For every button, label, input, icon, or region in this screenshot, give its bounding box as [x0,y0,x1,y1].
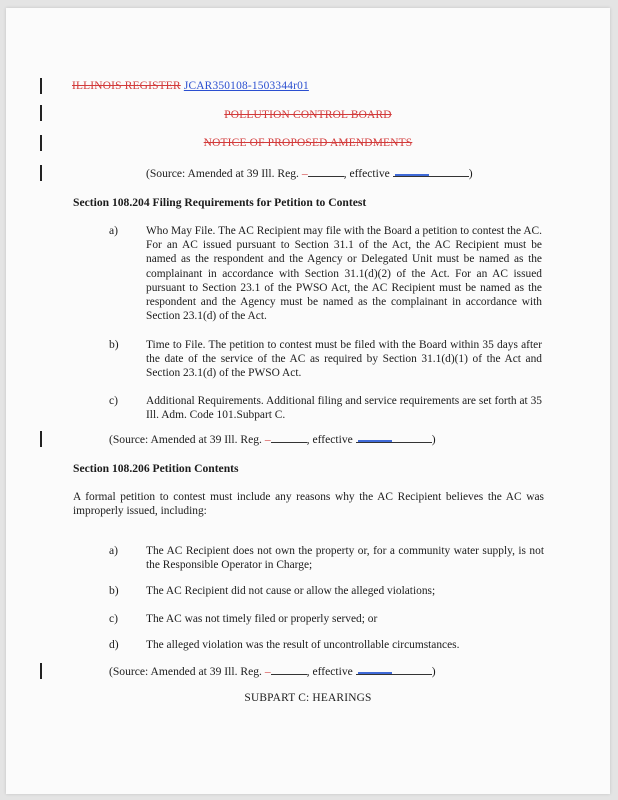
item-label: b) [109,338,119,351]
source-note: (Source: Amended at 39 Ill. Reg. – , effective ) [146,167,473,180]
revision-bar [40,431,42,447]
register-page-blank [271,432,307,443]
inserted-jcar-code: JCAR350108-1503344r01 [183,80,309,92]
item-label: c) [109,612,119,625]
register-header [72,80,309,92]
source-note: (Source: Amended at 39 Ill. Reg. – , effective ) [109,665,436,678]
document-page [6,8,610,794]
deletion-mark: – [301,167,308,180]
list-item: Time to File. The petition to contest must be filed with the Board within 35 days after the date of the service of the AC as required by Section 31.1(d)(1) of the Act and Section 23.1(d) of the PWSO Act. [146,339,542,380]
list-item: Additional Requirements. Additional filing and service requirements are set forth at 35 Ill. Adm. Code 101.Subpart C. [146,395,542,422]
list-item: Who May File. The AC Recipient may file with the Board a petition to contest the AC. For an AC issued pursuant to Section 31.1 of the Act, the AC Recipient must be named as the respondent and the Agency or Delegated Unit must be named as the complainant in accordance with Section 31.1(d)(2) of the Act. For an AC issued pursuant to Section 23.1 of the PWSO Act, the AC Recipient must be named as the respondent and the Agency must be named as the complainant in accordance with Section 23.1(d) of the Act. [146,225,542,323]
list-item: The AC was not timely filed or properly served; or [146,613,378,625]
revision-bar [40,78,42,94]
revision-bar [40,663,42,679]
deleted-register-title: ILLINOIS REGISTER [72,80,181,92]
item-label: c) [109,394,119,407]
deletion-mark: – [264,665,271,678]
list-item: The AC Recipient does not own the property or, for a community water supply, is not the Responsible Operator in Charge; [146,545,544,572]
item-label: b) [109,584,119,597]
effective-date-blank [393,167,469,177]
section-heading: Section 108.204 Filing Requirements for Petition to Contest [73,196,367,209]
list-item: The AC Recipient did not cause or allow the alleged violations; [146,585,436,597]
item-label: d) [109,638,119,651]
effective-date-blank [356,665,432,675]
notice-title: NOTICE OF PROPOSED AMENDMENTS [203,137,413,149]
deletion-mark: – [264,433,271,446]
item-label: a) [109,224,119,237]
register-page-blank [308,166,344,177]
list-item: The alleged violation was the result of uncontrollable circumstances. [146,639,460,651]
section-intro: A formal petition to contest must include any reasons why the AC Recipient believes the AC was improperly issued, including: [73,491,544,518]
section-heading: Section 108.206 Petition Contents [73,462,239,475]
item-label: a) [109,544,119,557]
revision-bar [40,165,42,181]
effective-date-blank [356,433,432,443]
register-page-blank [271,664,307,675]
source-note: (Source: Amended at 39 Ill. Reg. – , effective ) [109,433,436,446]
subpart-heading: SUBPART C: HEARINGS [244,692,372,704]
agency-title: POLLUTION CONTROL BOARD [224,109,392,121]
